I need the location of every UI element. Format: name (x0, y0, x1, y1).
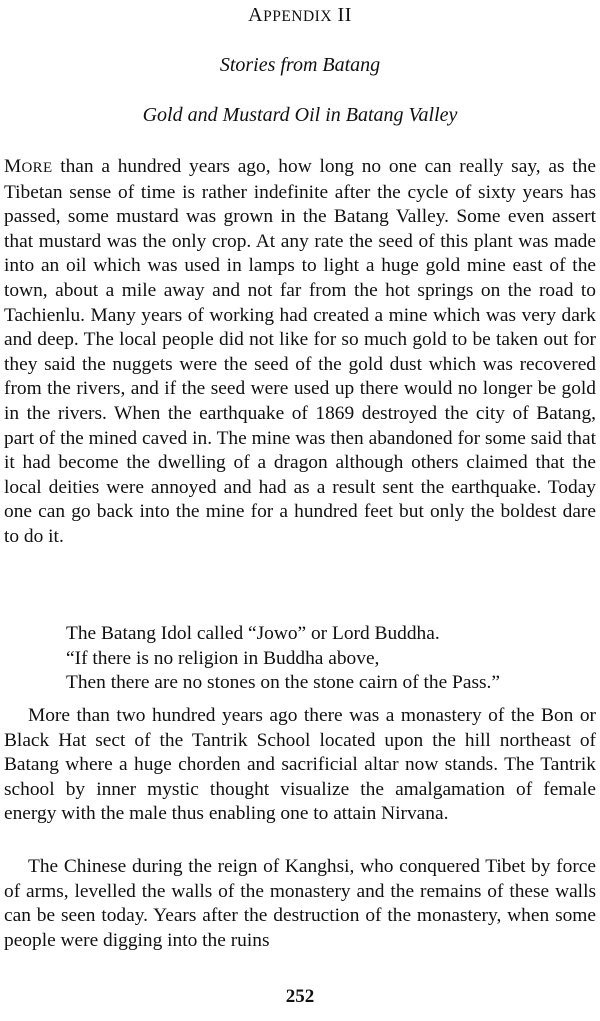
story-title: Gold and Mustard Oil in Batang Valley (142, 104, 458, 126)
page-number: 252 (285, 986, 315, 1007)
section-title: Stories from Batang (219, 54, 381, 76)
appendix-heading (0, 4, 600, 27)
appendix-heading-number: II (332, 4, 352, 26)
paragraph-mustard-oil (4, 155, 596, 550)
paragraph-bon-monastery: More than two hundred years ago there was a monastery of the Bon or Black Hat sect of the Tantrik School located upon the hill northeast of Batang where a huge chorden and sacrificial altar now stands. The Tantrik school by inner mystic thought visualize the amalgamation of female energy with the male thus enabling one to attain Nirvana. (4, 705, 596, 825)
appendix-heading-rest: PPENDIX (263, 8, 333, 25)
verse-heading: The Batang Idol called “Jowo” or Lord Buddha. (66, 623, 440, 644)
paragraph-kanghsi: The Chinese during the reign of Kanghsi, who conquered Tibet by force of arms, levelled the walls of the monastery and the remains of these walls can be seen today. Years after the destruction of the monastery, when some people were digging into the ruins (4, 856, 596, 951)
paragraph-body: than a hundred years ago, how long no one can really say, as the Tibetan sense of time is rather indefinite after the cycle of sixty years has passed, some mustard was grown in the Batang Valley. Some even assert that mustard was the only crop. At any rate the seed of this plant was made into an oil which was used in lamps to light a huge gold mine east of the town, about a mile away and not far from the hot springs on the road to Tachienlu. Many years of working had created a mine which was very dark and deep. The local people did not like for so much gold to be taken out for they said the nuggets were the seed of the gold dust which was recovered from the rivers, and if the seed were used up there would no longer be gold in the rivers. When the earthquake of 1869 destroyed the city of Batang, part of the mined caved in. The mine was then abandoned for some said that it had become the dwelling of a dragon although others claimed that the local deities were annoyed and had as a result sent the earthquake. Today one can go back into the mine for a hundred feet but only the boldest dare to do it. (4, 156, 596, 547)
verse-line-1: “If there is no religion in Buddha above, (66, 647, 380, 669)
paragraph-lead-in (4, 156, 52, 177)
verse-line-2: Then there are no stones on the stone cairn of the Pass.” (66, 672, 500, 694)
appendix-heading-initial: A (248, 4, 264, 26)
lead-in-small-caps: ORE (21, 160, 53, 176)
verse-block (66, 622, 596, 696)
lead-in-initial: M (4, 156, 22, 177)
